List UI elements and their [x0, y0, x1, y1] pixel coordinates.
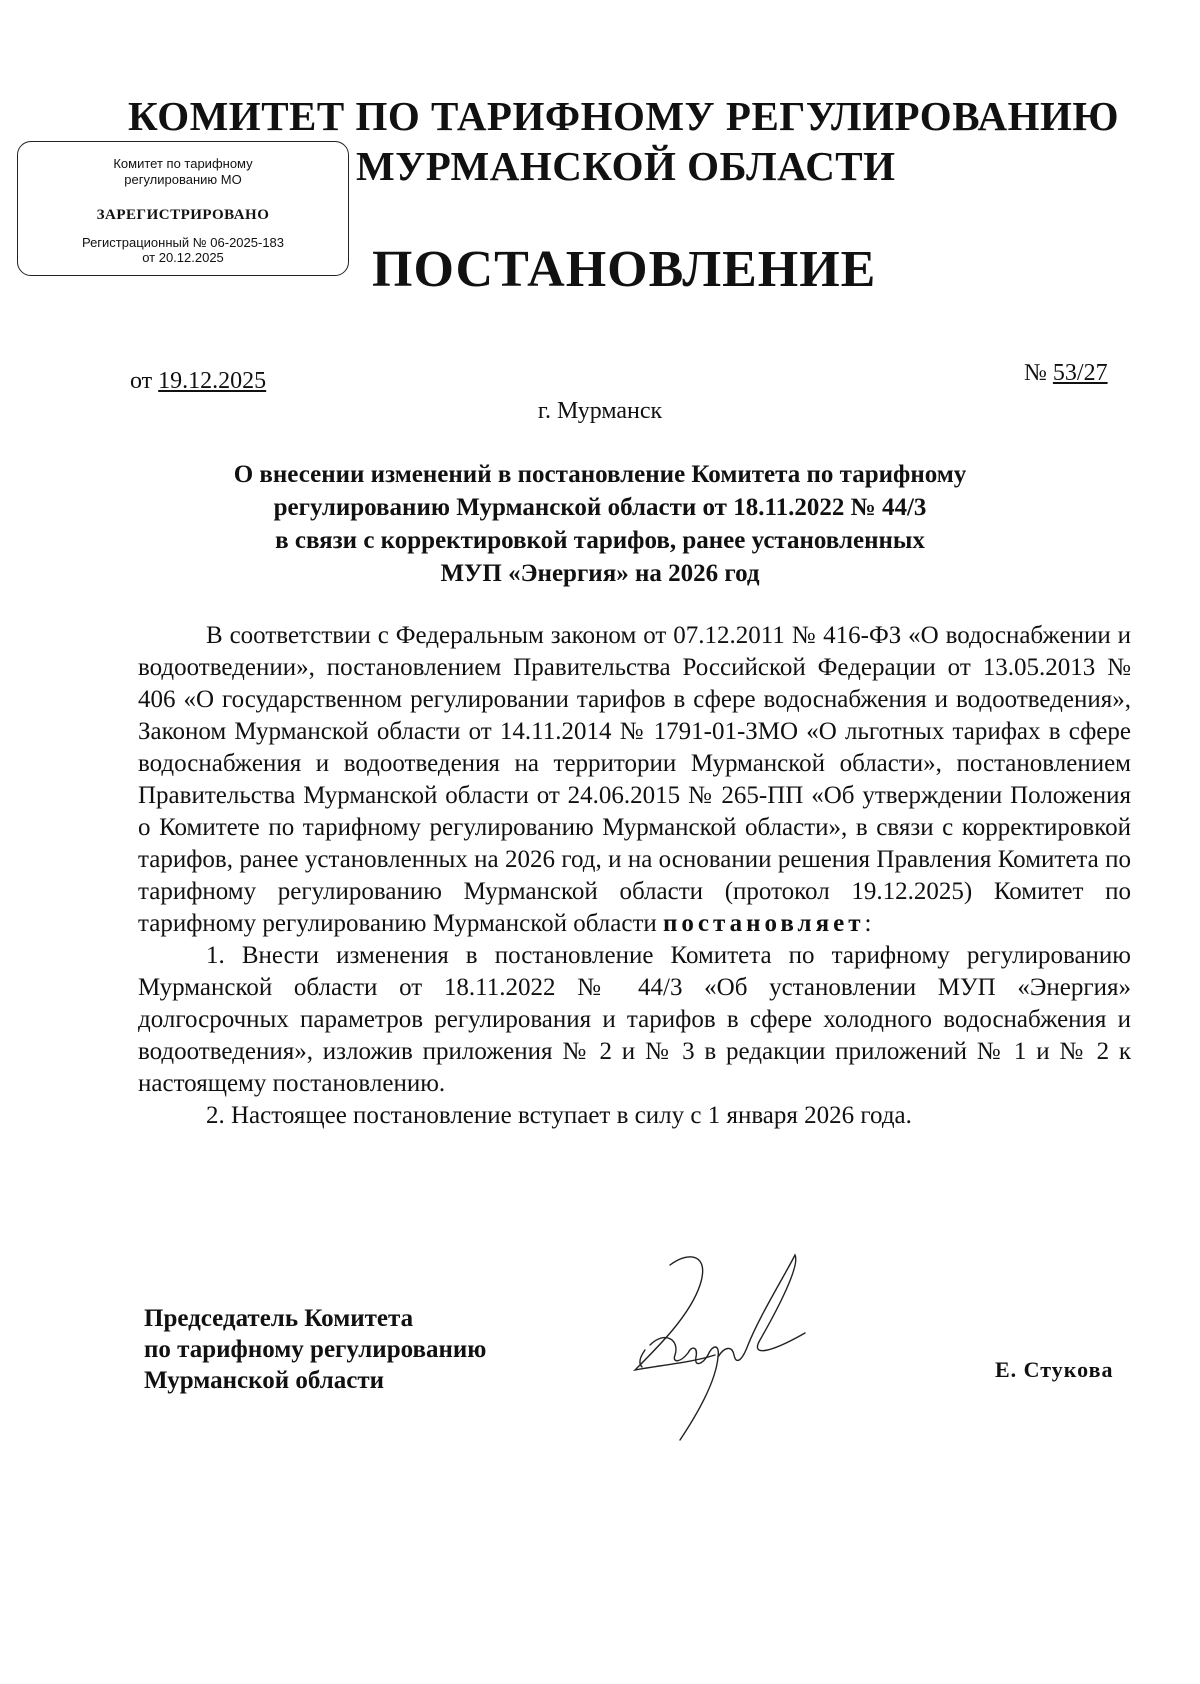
title-line: регулированию Мурманской области от 18.11.2022 № 44/3 — [273, 494, 927, 521]
stamp-regno: Регистрационный № 06-2025-183 — [81, 235, 285, 250]
item-1: 1. Внести изменения в постановление Комитета по тарифному регулированию Мурманской области от 18.11.2022 № 44/3 «Об установлении МУП «Энергия» долгосрочных параметров регулирования и тарифов в сфере холодного водоснабжения и водоотведения», изложив приложения № 2 и № 3 в редакции приложений № 1 и № 2 к настоящему постановлению. — [138, 942, 1131, 1097]
decree-word: постановляет — [663, 910, 865, 937]
number-prefix: № — [1024, 360, 1047, 386]
date-prefix: от — [130, 368, 153, 394]
title-line: в связи с корректировкой тарифов, ранее установленных — [275, 527, 925, 554]
position-line: Мурманской области — [144, 1367, 385, 1394]
document-type: ПОСТАНОВЛЕНИЕ — [372, 241, 877, 298]
position-line: Председатель Комитета — [144, 1305, 414, 1332]
number-value: 53/27 — [1052, 360, 1108, 386]
stamp-regdate: от 20.12.2025 — [142, 250, 224, 265]
stamp-org: Комитет по тарифному регулированию МО — [113, 156, 253, 187]
signatory-position — [144, 1303, 486, 1396]
title-line: О внесении изменений в постановление Комитета по тарифному — [233, 461, 967, 488]
handwritten-signature — [620, 1245, 850, 1445]
decree-colon: : — [864, 910, 872, 937]
document-date — [130, 368, 266, 395]
document-body — [138, 620, 1131, 1132]
org-name-line2: МУРМАНСКОЙ ОБЛАСТИ — [356, 143, 896, 189]
preamble-paragraph — [138, 620, 1131, 940]
item-2: 2. Настоящее постановление вступает в силу с 1 января 2026 года. — [206, 1102, 912, 1129]
position-line: по тарифному регулированию — [144, 1336, 487, 1363]
title-line: МУП «Энергия» на 2026 год — [440, 560, 760, 587]
stamp-status: ЗАРЕГИСТРИРОВАНО — [96, 207, 270, 223]
document-number — [1024, 360, 1108, 387]
date-value: 19.12.2025 — [158, 368, 267, 394]
signatory-name: Е. Стукова — [995, 1357, 1114, 1382]
registration-stamp — [17, 141, 349, 276]
preamble-text: В соответствии с Федеральным законом от 07.12.2011 № 416-ФЗ «О водоснабжении и водоотведении», постановлением Правительства Российской Федерации от 13.05.2013 № 406 «О государственном регулировании тарифов в сфере водоснабжения и водоотведения», Законом Мурманской области от 14.11.2014 № 1791-01-ЗМО «О льготных тарифах в сфере водоснабжения и водоотведения на территории Мурманской области», постановлением Правительства Мурманской области от 24.06.2015 № 265-ПП «Об утверждении Положения о Комитете по тарифному регулированию Мурманской области», в связи с корректировкой тарифов, ранее установленных на 2026 год, и на основании решения Правления Комитета по тарифному регулированию Мурманской области (протокол 19.12.2025) Комитет по тарифному регулированию Мурманской области — [138, 622, 1131, 937]
document-city: г. Мурманск — [537, 398, 663, 424]
document-title — [140, 458, 1060, 590]
stamp-registration — [18, 235, 348, 265]
org-name-line1: КОМИТЕТ ПО ТАРИФНОМУ РЕГУЛИРОВАНИЮ — [128, 93, 1120, 139]
